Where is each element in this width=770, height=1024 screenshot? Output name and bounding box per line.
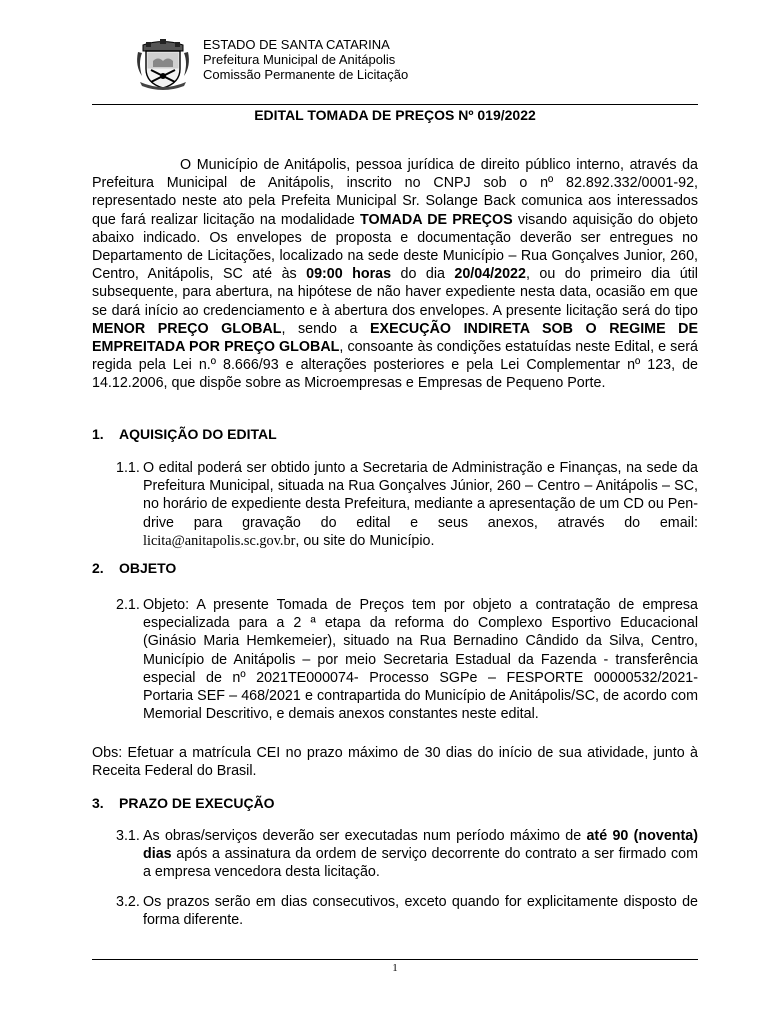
clause-number: 1.1. (116, 460, 140, 476)
section-heading-1 (92, 426, 277, 442)
section-title: PRAZO DE EXECUÇÃO (119, 795, 275, 811)
clause-text (143, 596, 698, 723)
section-title: AQUISIÇÃO DO EDITAL (119, 426, 277, 442)
text-run: O Município de Anitápolis, pessoa jurídica de direito público interno, através da Prefeitura Municipal de Anitápolis, inscrito no CNPJ sob o nº 82.892.332/0001-92, representado neste ato pela Prefeita Municipal Sr. Solange Back comunica aos interessados que fará realizar licitação na modalidade (92, 157, 698, 228)
text-run: , consoante às condições estatuídas neste Edital, e será regida pela Lei n.º 8.666/93 e alterações posteriores e pela Lei Complementar nº 123, de 14.12.2006, que dispõe sobre as Microempresas e Empresas de Pequeno Porte. (92, 339, 698, 392)
clause-3-2 (116, 893, 698, 929)
bold-text-run: 09:00 horas (306, 266, 392, 283)
prefecture-name: Prefeitura Municipal de Anitápolis (203, 52, 396, 67)
clause-number: 3.2. (116, 894, 140, 910)
commission-name: Comissão Permanente de Licitação (203, 67, 409, 82)
clause-text (143, 893, 698, 929)
bold-text-run: TOMADA DE PREÇOS (360, 211, 513, 228)
bold-text-run: MENOR PREÇO GLOBAL (92, 320, 282, 337)
letterhead (203, 37, 408, 82)
text-run: , sendo a (281, 320, 370, 337)
text-run: Os prazos serão em dias consecutivos, exceto quando for explicitamente disposto de forma diferente. (143, 894, 698, 929)
section-heading-2 (92, 560, 176, 576)
bold-text-run: EXECUÇÃO INDIRETA SOB O REGIME DE EMPREITADA POR PREÇO GLOBAL (92, 320, 699, 356)
section-number: 3. (92, 795, 104, 811)
clause-text (143, 459, 698, 550)
text-run: visando aquisição do objeto abaixo indicado. Os envelopes de proposta e documentação deverão ser entregues no Departamento de Licitações, localizado na sede deste Município – Rua Gonçalves Junior, 260, Centro, Anitápolis, SC até às (92, 211, 698, 283)
email-address: licita@anitapolis.sc.gov.br (143, 532, 296, 549)
observation-note: Obs: Efetuar a matrícula CEI no prazo máximo de 30 dias do início de sua atividade, junto à Receita Federal do Brasil. (92, 745, 698, 780)
clause-3-1 (116, 827, 698, 882)
bold-text-run: até 90 (noventa) dias (143, 828, 698, 863)
text-run: do dia (391, 266, 455, 283)
bold-text-run: 20/04/2022 (454, 266, 526, 283)
state-name: ESTADO DE SANTA CATARINA (203, 37, 390, 52)
section-heading-3 (92, 795, 275, 811)
section-number: 2. (92, 560, 104, 576)
footer-divider (92, 959, 698, 960)
clause-text (143, 827, 698, 882)
clause-2-1 (116, 596, 698, 723)
clause-1-1 (116, 459, 698, 550)
text-run: O edital poderá ser obtido junto a Secretaria de Administração e Finanças, na sede da Prefeitura Municipal, situada na Rua Gonçalves Júnior, 260 – Centro – Anitápolis – SC, no horário de expediente desta Prefeitura, mediante a apresentação de um CD ou Pen-drive para gravação do edital e seus anexos, através do email: (143, 460, 698, 531)
text-run: após a assinatura da ordem de serviço decorrente do contrato a ser firmado com a empresa vencedora desta licitação. (143, 846, 698, 881)
page-number: 1 (392, 962, 398, 974)
text-run: , ou site do Município. (295, 532, 435, 549)
clause-number: 3.1. (116, 828, 140, 844)
text-run: , ou do primeiro dia útil subsequente, para abertura, na hipótese de não haver expediente nesta data, ocasião em que se dará início ao credenciamento e à abertura dos envelopes. A presente licitação será do tipo (92, 266, 698, 319)
text-run: Objeto: A presente Tomada de Preços tem por objeto a contratação de empresa especializada para a 2 ª etapa da reforma do Complexo Esportivo Educacional (Ginásio Maria Hemkemeier), situado na Rua Bernadino Cândido da Silva, Centro, Município de Anitápolis – por meio Secretaria Estadual da Fazenda - transferência especial de nº 2021TE000074- Processo SGPe – FESPORTE 00000532/2021- Portaria SEF – 468/2021 e contrapartida do Município de Anitápolis/SC, de acordo com Memorial Descritivo, e demais anexos constantes neste edital. (143, 597, 698, 723)
header-divider (92, 104, 698, 105)
text-run: As obras/serviços deverão ser executadas num período máximo de (143, 828, 587, 844)
section-title: OBJETO (119, 560, 177, 576)
clause-number: 2.1. (116, 597, 140, 613)
document-title: EDITAL TOMADA DE PREÇOS Nº 019/2022 (254, 107, 536, 123)
municipal-crest-logo (134, 36, 192, 92)
intro-paragraph (92, 156, 698, 393)
section-number: 1. (92, 426, 104, 442)
